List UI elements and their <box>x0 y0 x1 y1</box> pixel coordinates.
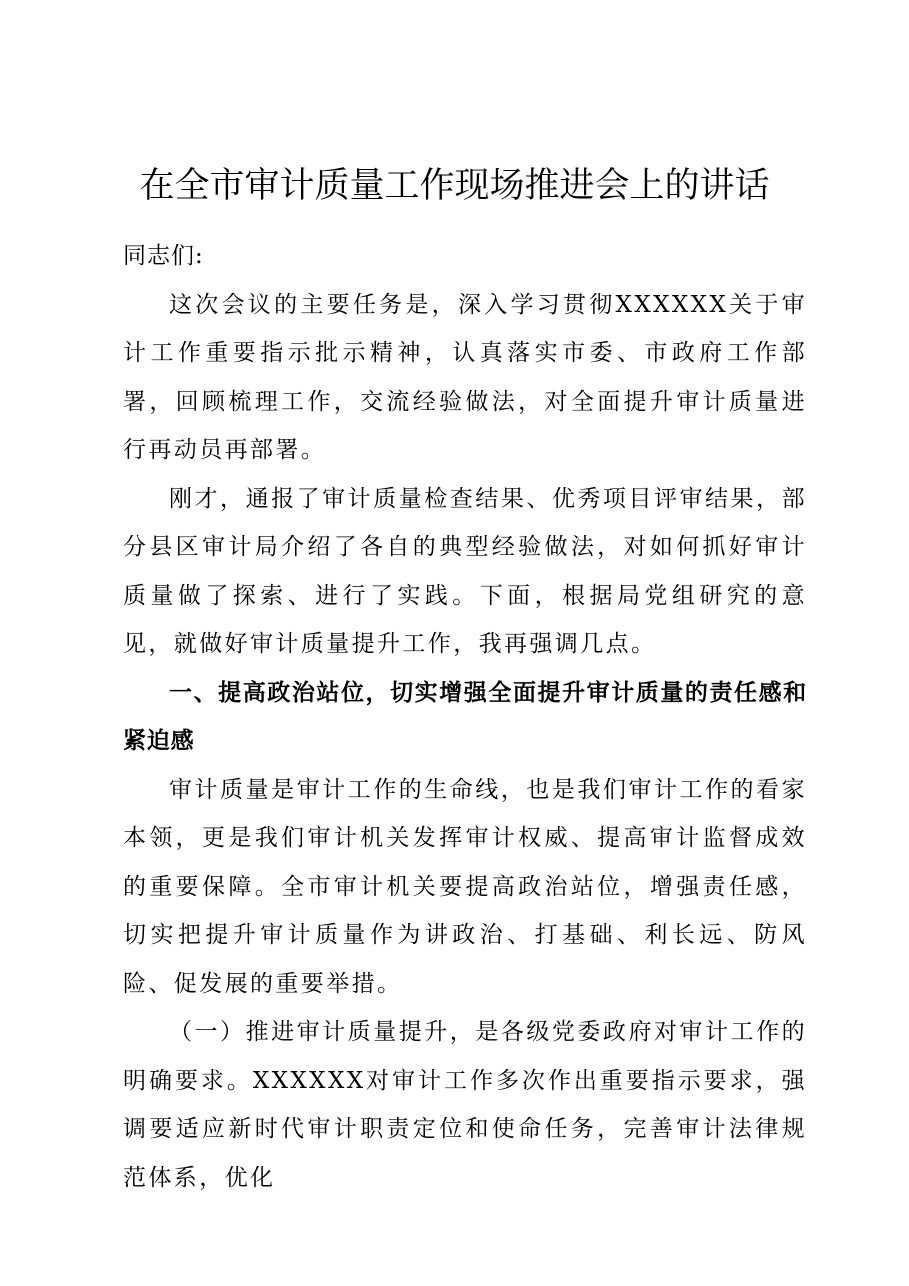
document-body <box>123 232 807 1202</box>
paragraph-intro: 这次会议的主要任务是，深入学习贯彻XXXXXX关于审计工作重要指示批示精神，认真落实市委、市政府工作部署，回顾梳理工作，交流经验做法，对全面提升审计质量进行再动员再部署。 <box>123 291 807 463</box>
subsection-1-paragraph: （一）推进审计质量提升，是各级党委政府对审计工作的明确要求。XXXXXX对审计工作多次作出重要指示要求，强调要适应新时代审计职责定位和使命任务，完善审计法律规范体系，优化 <box>123 1019 807 1191</box>
section-1-paragraph: 审计质量是审计工作的生命线，也是我们审计工作的看家本领，更是我们审计机关发挥审计权威、提高审计监督成效的重要保障。全市审计机关要提高政治站位，增强责任感，切实把提升审计质量作为讲政治、打基础、利长远、防风险、促发展的重要举措。 <box>123 776 807 997</box>
salutation: 同志们: <box>123 243 204 269</box>
document-title: 在全市审计质量工作现场推进会上的讲话 <box>139 166 770 206</box>
paragraph-summary: 刚才，通报了审计质量检查结果、优秀项目评审结果，部分县区审计局介绍了各自的典型经验做法，对如何抓好审计质量做了探索、进行了实践。下面，根据局党组研究的意见，就做好审计质量提升工作，我再强调几点。 <box>123 485 807 657</box>
section-heading-1: 一、提高政治站位，切实增强全面提升审计质量的责任感和紧迫感 <box>123 679 807 754</box>
